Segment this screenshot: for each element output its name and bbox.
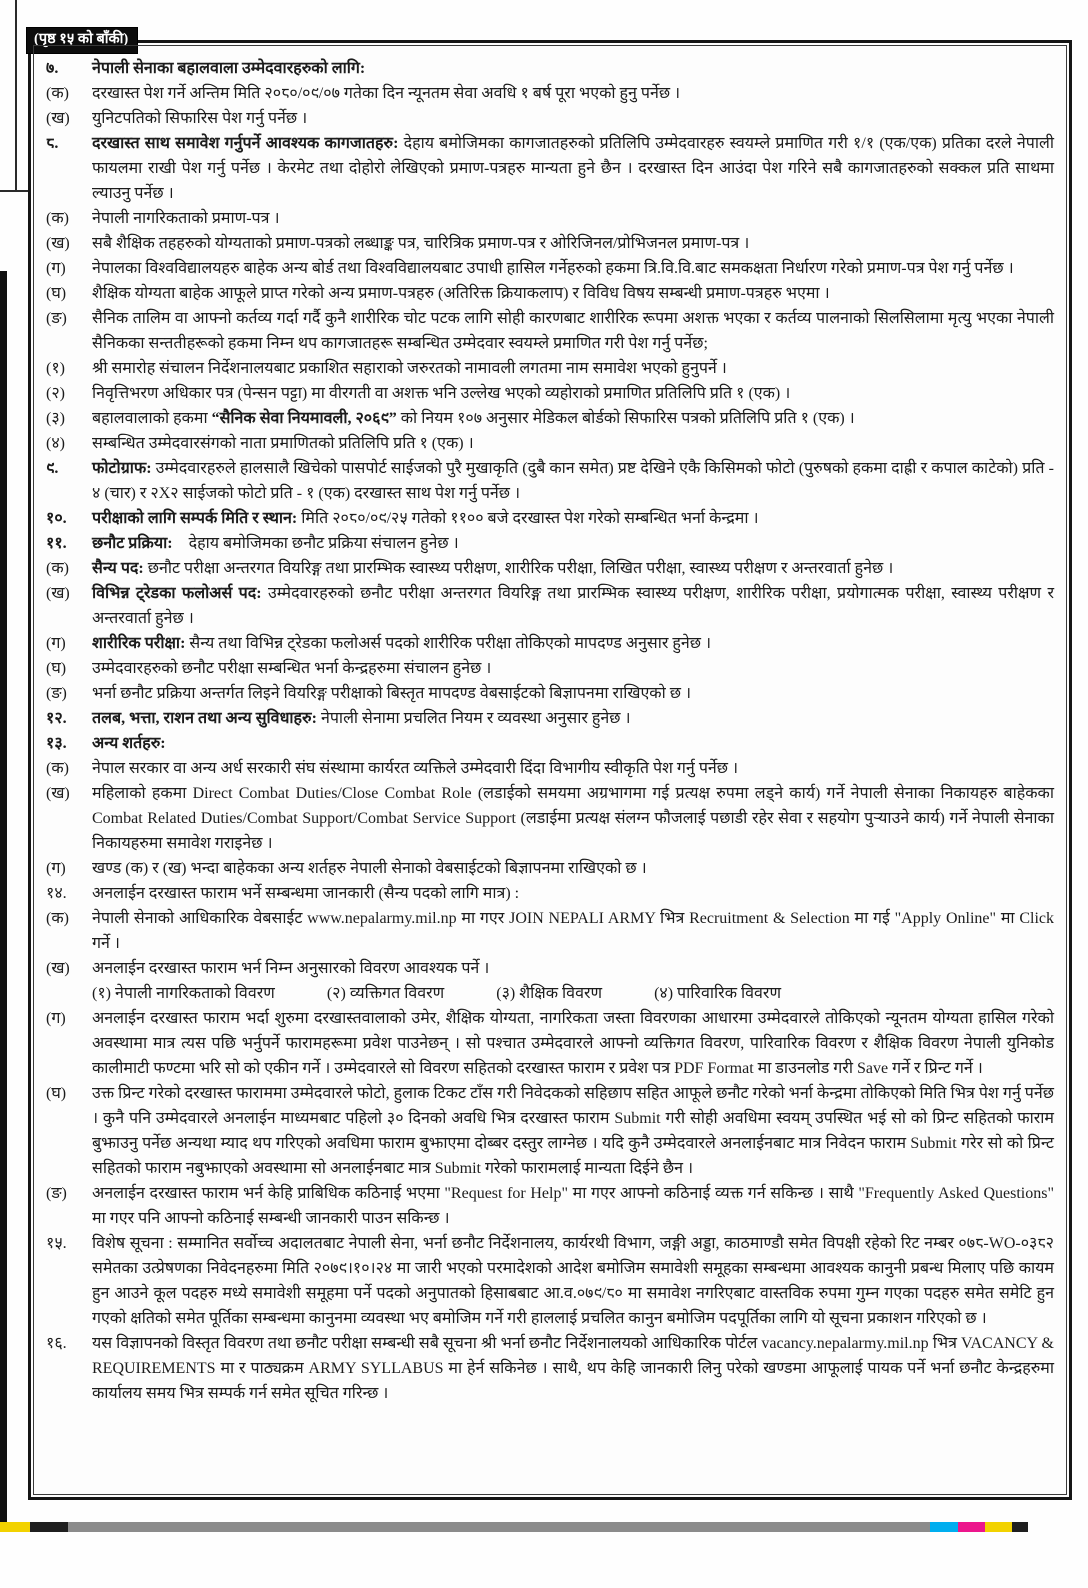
item-number: (ख) xyxy=(46,960,70,977)
item-text: सैन्य पद: छनौट परीक्षा अन्तरगत वियरिङ्ग तथा प्रारम्भिक स्वास्थ्य परीक्षण, शारीरिक परीक्षा, लिखित परीक्षा, स्वास्थ्य परीक्षण र अन्तरवार्ता हुनेछ । xyxy=(92,560,894,577)
item-number: (ख) xyxy=(46,785,70,802)
notice-item xyxy=(46,781,1054,856)
item-number: (ग) xyxy=(46,635,66,652)
notice-item xyxy=(46,1231,1054,1331)
item-number: (३) xyxy=(46,410,65,427)
print-bar-segment-black xyxy=(30,1522,68,1532)
notice-item xyxy=(46,506,1054,531)
notice-item xyxy=(46,581,1054,631)
notice-item xyxy=(46,81,1054,106)
item-text: यस विज्ञापनको विस्तृत विवरण तथा छनौट परीक्षा सम्बन्धी सबै सूचना श्री भर्ना छनौट निर्देशनालयको आधिकारिक पोर्टल vacancy.nepalarmy.mil.np भित्र VACANCY & REQUIREMENTS मा र पाठ्यक्रम ARMY SYLLABUS मा हेर्न सकिनेछ । साथै, थप केहि जानकारी लिनु परेको खण्डमा आफूलाई पायक पर्ने भर्ना छनौट केन्द्रहरुमा कार्यालय समय भित्र सम्पर्क गर्न समेत सूचित गरिन्छ । xyxy=(92,1335,1054,1402)
item-number: (ङ) xyxy=(46,1185,67,1202)
scan-artifact-vertical-line xyxy=(15,0,17,192)
notice-list xyxy=(46,56,1054,1406)
item-text: युनिटपतिको सिफारिस पेश गर्नु पर्नेछ । xyxy=(92,110,308,127)
item-text: शारीरिक परीक्षा: सैन्य तथा विभिन्न ट्रेडका फलोअर्स पदको शारीरिक परीक्षा तोकिएको मापदण्ड अनुसार हुनेछ । xyxy=(92,635,712,652)
notice-item xyxy=(46,881,1054,906)
item-number: ८. xyxy=(46,135,59,152)
item-text: भर्ना छनौट प्रक्रिया अन्तर्गत लिइने वियरिङ्ग परीक्षाको बिस्तृत मापदण्ड वेबसाईटको बिज्ञापनमा राखिएको छ । xyxy=(92,685,692,702)
item-text: नेपाली सेनाका बहालवाला उम्मेदवारहरुको लागि: xyxy=(92,60,366,77)
item-text: विभिन्न ट्रेडका फलोअर्स पद: उम्मेदवारहरुको छनौट परीक्षा अन्तरगत वियरिङ्ग तथा प्रारम्भिक स्वास्थ्य परीक्षण, शारीरिक परीक्षा, प्रयोगात्मक परीक्षा, स्वास्थ्य परीक्षण र अन्तरवार्ता हुनेछ । xyxy=(92,585,1054,627)
item-number: १३. xyxy=(46,735,67,752)
item-text: उम्मेदवारहरुको छनौट परीक्षा सम्बन्धित भर्ना केन्द्रहरुमा संचालन हुनेछ । xyxy=(92,660,492,677)
notice-item xyxy=(46,281,1054,306)
scan-artifact-horizontal-line xyxy=(0,190,28,192)
item-text: परीक्षाको लागि सम्पर्क मिति र स्थान: मिति २०८०/०९/२५ गतेको ११०० बजे दरखास्त पेश गरेको सम्बन्धित भर्ना केन्द्रमा । xyxy=(92,510,759,527)
item-number: (ङ) xyxy=(46,685,67,702)
item-text: दरखास्त पेश गर्ने अन्तिम मिति २०८०/०९/०७ गतेका दिन न्यूनतम सेवा अवधि १ बर्ष पूरा भएको हुनु पर्नेछ । xyxy=(92,85,681,102)
notice-item xyxy=(46,531,1054,556)
item-text: महिलाको हकमा Direct Combat Duties/Close Combat Role (लडाईको समयमा अग्रभागमा गई प्रत्यक्ष रुपमा लड्ने कार्य) गर्ने नेपाली सेनाका निकायहरु बाहेकका Combat Related Duties/Combat Support/Combat Service Support (लडाईमा प्रत्यक्ष संलग्न फौजलाई पछाडी रहेर सेवा र सहयोग पुऱ्याउने कार्य) गर्ने नेपाली सेनाका निकायहरुमा समावेश गराइनेछ । xyxy=(92,785,1054,852)
notice-item xyxy=(46,1081,1054,1181)
item-number: (ग) xyxy=(46,860,66,877)
item-number: (ग) xyxy=(46,1010,66,1027)
item-text: श्री समारोह संचालन निर्देशनालयबाट प्रकाशित सहाराको जरुरतको नामावली लगतमा नाम समावेश भएको हुनुपर्ने । xyxy=(92,360,727,377)
item-number: (ख) xyxy=(46,110,70,127)
item-text: सैनिक तालिम वा आफ्नो कर्तव्य गर्दा गर्दै कुनै शारीरिक चोट पटक लागि सोही कारणबाट शारीरिक रूपमा अशक्त भएका र कर्तव्य पालनाको सिलसिलामा मृत्यु भएका नेपाली सैनिकका सन्ततीहरूको हकमा निम्न थप कागजातहरू सम्बन्धित उम्मेदवार स्वयम्ले प्रमाणित गरी पेश गर्नु पर्नेछ; xyxy=(92,310,1054,352)
item-text: शैक्षिक योग्यता बाहेक आफूले प्राप्त गरेको अन्य प्रमाण-पत्रहरु (अतिरिक्त क्रियाकलाप) र विविध विषय सम्बन्धी प्रमाण-पत्रहरु भएमा । xyxy=(92,285,830,302)
item-text: फोटोग्राफ: उम्मेदवारहरुले हालसालै खिचेको पासपोर्ट साईजको पुरै मुखाकृति (दुबै कान समेत) प्रष्ट देखिने एकै किसिमको फोटो (पुरुषको हकमा दाह्री र कपाल काटेको) प्रति - ४ (चार) र २X२ साईजको फोटो प्रति - १ (एक) दरखास्त साथ पेश गर्नु पर्नेछ । xyxy=(92,460,1054,502)
notice-item xyxy=(46,231,1054,256)
notice-item xyxy=(46,906,1054,956)
item-number: १०. xyxy=(46,510,67,527)
item-number: १२. xyxy=(46,710,67,727)
print-bar-segment-yellow xyxy=(0,1522,30,1532)
item-number: (१) xyxy=(46,360,65,377)
item-number: १६. xyxy=(46,1335,67,1352)
notice-item xyxy=(46,731,1054,756)
item-text: (१) नेपाली नागरिकताको विवरण (२) व्यक्तिगत विवरण (३) शैक्षिक विवरण (४) पारिवारिक विवरण xyxy=(92,985,782,1002)
item-number: (क) xyxy=(46,85,69,102)
item-number: (क) xyxy=(46,210,69,227)
notice-item xyxy=(46,356,1054,381)
item-number: ११. xyxy=(46,535,67,552)
item-text: खण्ड (क) र (ख) भन्दा बाहेकका अन्य शर्तहरु नेपाली सेनाको वेबसाईटको बिज्ञापनमा राखिएको छ । xyxy=(92,860,647,877)
scan-artifact-black-strip xyxy=(0,271,7,1523)
print-bar-segment-magenta xyxy=(958,1522,985,1532)
notice-item xyxy=(46,206,1054,231)
notice-item xyxy=(46,681,1054,706)
item-number: (ख) xyxy=(46,235,70,252)
item-text: तलब, भत्ता, राशन तथा अन्य सुविधाहरु: नेपाली सेनामा प्रचलित नियम र व्यवस्था अनुसार हुनेछ । xyxy=(92,710,631,727)
item-number: १४. xyxy=(46,885,67,902)
item-number: (क) xyxy=(46,560,69,577)
page-continuation-badge: (पृष्ठ १५ को बाँकी) xyxy=(26,27,138,54)
notice-item xyxy=(46,131,1054,206)
item-text: उक्त प्रिन्ट गरेको दरखास्त फाराममा उम्मेदवारले फोटो, हुलाक टिकट टाँस गरी निवेदकको सहिछाप सहित आफूले छनौट गरेको भर्ना केन्द्रमा तोकिएको मिति भित्र पेश गर्नु पर्नेछ । कुनै पनि उम्मेदवारले अनलाईन माध्यमबाट पहिलो ३० दिनको अवधि भित्र दरखास्त फाराम Submit गरी सोही अवधिमा स्वयम् उपस्थित भई सो को प्रिन्ट सहितको फाराम बुझाउनु पर्नेछ अन्यथा म्याद थप गरिएको अवधिमा फाराम बुझाएमा दोब्बर दस्तुर लाग्नेछ । यदि कुनै उम्मेदवारले अनलाईनबाट मात्र निवेदन फाराम Submit गरेर सो को प्रिन्ट सहितको फाराम नबुझाएको अवस्थामा सो अनलाईनबाट मात्र Submit गरेको फारामलाई मान्यता दिईने छैन । xyxy=(92,1085,1054,1177)
item-text: दरखास्त साथ समावेश गर्नुपर्ने आवश्यक कागजातहरु: देहाय बमोजिमका कागजातहरुको प्रतिलिपि उम्मेदवारहरु स्वयम्ले प्रमाणित गरी १/१ (एक/एक) प्रतिका दरले नेपाली फायलमा राखी पेश गर्नु पर्नेछ । केरमेट तथा दोहोरो लेखिएको प्रमाण-पत्रहरु मान्यता हुने छैन । दरखास्त दिन आउंदा पेश गरिने सबै कागजातहरुको सक्कल प्रति साथमा ल्याउनु पर्नेछ । xyxy=(92,135,1054,202)
notice-item xyxy=(46,381,1054,406)
item-text: अनलाईन दरखास्त फाराम भर्न निम्न अनुसारको विवरण आवश्यक पर्ने । xyxy=(92,960,490,977)
item-text: सम्बन्धित उम्मेदवारसंगको नाता प्रमाणितको प्रतिलिपि प्रति १ (एक) । xyxy=(92,435,474,452)
notice-item xyxy=(46,556,1054,581)
item-number: (ङ) xyxy=(46,310,67,327)
item-text: बहालवालाको हकमा “सैनिक सेवा नियमावली, २०६९” को नियम १०७ अनुसार मेडिकल बोर्डको सिफारिस पत्रको प्रतिलिपि प्रति १ (एक) । xyxy=(92,410,855,427)
item-text: नेपालका विश्वविद्यालयहरु बाहेक अन्य बोर्ड तथा विश्वविद्यालयबाट उपाधी हासिल गर्नेहरुको हकमा त्रि.वि.वि.बाट समकक्षता निर्धारण गरेको प्रमाण-पत्र पेश गर्नु पर्नेछ । xyxy=(92,260,1014,277)
notice-item xyxy=(46,656,1054,681)
item-text: नेपाली सेनाको आधिकारिक वेबसाईट www.nepalarmy.mil.np मा गएर JOIN NEPALI ARMY भित्र Recruitment & Selection मा गई "Apply Online" मा Click गर्ने । xyxy=(92,910,1054,952)
notice-item xyxy=(46,56,1054,81)
notice-body xyxy=(33,45,1067,1495)
notice-item xyxy=(46,456,1054,506)
item-text: अनलाईन दरखास्त फाराम भर्न केहि प्राबिधिक कठिनाई भएमा "Request for Help" मा गएर आफ्नो कठिनाई व्यक्त गर्न सकिन्छ । साथै "Frequently Asked Questions" मा गएर पनि आफ्नो कठिनाई सम्बन्धी जानकारी पाउन सकिन्छ । xyxy=(92,1185,1054,1227)
item-number: (ख) xyxy=(46,585,70,602)
notice-item xyxy=(46,1331,1054,1406)
item-number: (४) xyxy=(46,435,65,452)
notice-item xyxy=(46,706,1054,731)
notice-item xyxy=(46,856,1054,881)
notice-item xyxy=(46,256,1054,281)
item-number: (घ) xyxy=(46,1085,67,1102)
item-text: नेपाली नागरिकताको प्रमाण-पत्र । xyxy=(92,210,280,227)
notice-item xyxy=(46,1006,1054,1081)
notice-item xyxy=(46,631,1054,656)
item-text: अनलाईन दरखास्त फाराम भर्ने सम्बन्धमा जानकारी (सैन्य पदको लागि मात्र) : xyxy=(92,885,520,902)
print-color-bar xyxy=(0,1522,1028,1532)
notice-item xyxy=(46,106,1054,131)
print-bar-segment-yellow2 xyxy=(985,1522,1012,1532)
item-number: (ग) xyxy=(46,260,66,277)
item-text: नेपाल सरकार वा अन्य अर्ध सरकारी संघ संस्थामा कार्यरत व्यक्तिले उम्मेदवारी दिंदा विभागीय स्वीकृति पेश गर्नु पर्नेछ । xyxy=(92,760,739,777)
item-text: छनौट प्रक्रिया: देहाय बमोजिमका छनौट प्रक्रिया संचालन हुनेछ । xyxy=(92,535,459,552)
notice-box xyxy=(28,31,1072,1500)
item-number: ९. xyxy=(46,460,59,477)
item-text: सबै शैक्षिक तहहरुको योग्यताको प्रमाण-पत्रको लब्धाङ्क पत्र, चारित्रिक प्रमाण-पत्र र ओरिजिनल/प्रोभिजनल प्रमाण-पत्र । xyxy=(92,235,750,252)
item-number: (क) xyxy=(46,910,69,927)
notice-item xyxy=(46,431,1054,456)
notice-item xyxy=(46,306,1054,356)
notice-item xyxy=(46,956,1054,981)
item-text: अनलाईन दरखास्त फाराम भर्दा शुरुमा दरखास्तवालाको उमेर, शैक्षिक योग्यता, नागरिकता जस्ता विवरणका आधारमा उम्मेदवारले तोकिएको न्यूनतम योग्यता हासिल गरेको अवस्थामा मात्र त्यस पछि भर्नुपर्ने फारामहरूमा प्रवेश पाउनेछन् । सो पश्चात उम्मेदवारले आफ्नो व्यक्तिगत विवरण, पारिवारिक विवरण र शैक्षिक विवरण नेपाली युनिकोड कालीमाटी फण्टमा भरि सो को एकीन गर्ने । उम्मेदवारले सो विवरण सहितको दरखास्त फाराम र प्रवेश पत्र PDF Format मा डाउनलोड गरी Save गर्ने र प्रिन्ट गर्ने । xyxy=(92,1010,1054,1077)
print-bar-segment-cyan xyxy=(930,1522,958,1532)
item-text: निवृत्तिभरण अधिकार पत्र (पेन्सन पट्टा) मा वीरगती वा अशक्त भनि उल्लेख भएको व्यहोराको प्रमाणित प्रतिलिपि प्रति १ (एक) । xyxy=(92,385,791,402)
notice-item xyxy=(46,981,1054,1006)
item-text: विशेष सूचना : सम्मानित सर्वोच्च अदालतबाट नेपाली सेना, भर्ना छनौट निर्देशनालय, कार्यरथी विभाग, जङ्गी अड्डा, काठमाण्डौ समेत विपक्षी रहेको रिट नम्बर ०७८-WO-०३८२ समेतका उत्प्रेषणका निवेदनहरुमा मिति २०७९।१०।२४ मा जारी भएको परमादेशको आदेश बमोजिम समावेशी समूहका सम्बन्धमा आवश्यक कानुनी प्रबन्ध मिलाए पछि कायम हुन आउने कूल पदहरु मध्ये समावेशी समूहमा पर्ने पदको अनुपातको हिसाबबाट आ.व.०७९/८० मा समावेश नगरिएबाट वास्तविक रुपमा गुम्न गएका पदहरु समेत समेटि हुन गएको क्षतिको समेत पूर्तिका सम्बन्धमा कानुनमा व्यवस्था भए बमोजिम गर्ने गरी हाललाई प्रचलित कानुन बमोजिम पदपूर्तिका लागि यो सूचना प्रकाशन गरिएको छ । xyxy=(92,1235,1054,1327)
print-bar-segment-black2 xyxy=(1012,1522,1028,1532)
item-text: अन्य शर्तहरु: xyxy=(92,735,166,752)
item-number: १५. xyxy=(46,1235,67,1252)
item-number: (घ) xyxy=(46,660,67,677)
notice-item xyxy=(46,756,1054,781)
notice-item xyxy=(46,1181,1054,1231)
item-number: (२) xyxy=(46,385,65,402)
notice-item xyxy=(46,406,1054,431)
item-number: (क) xyxy=(46,760,69,777)
item-number: (घ) xyxy=(46,285,67,302)
print-bar-segment-gray xyxy=(68,1522,930,1532)
item-number: ७. xyxy=(46,60,59,77)
